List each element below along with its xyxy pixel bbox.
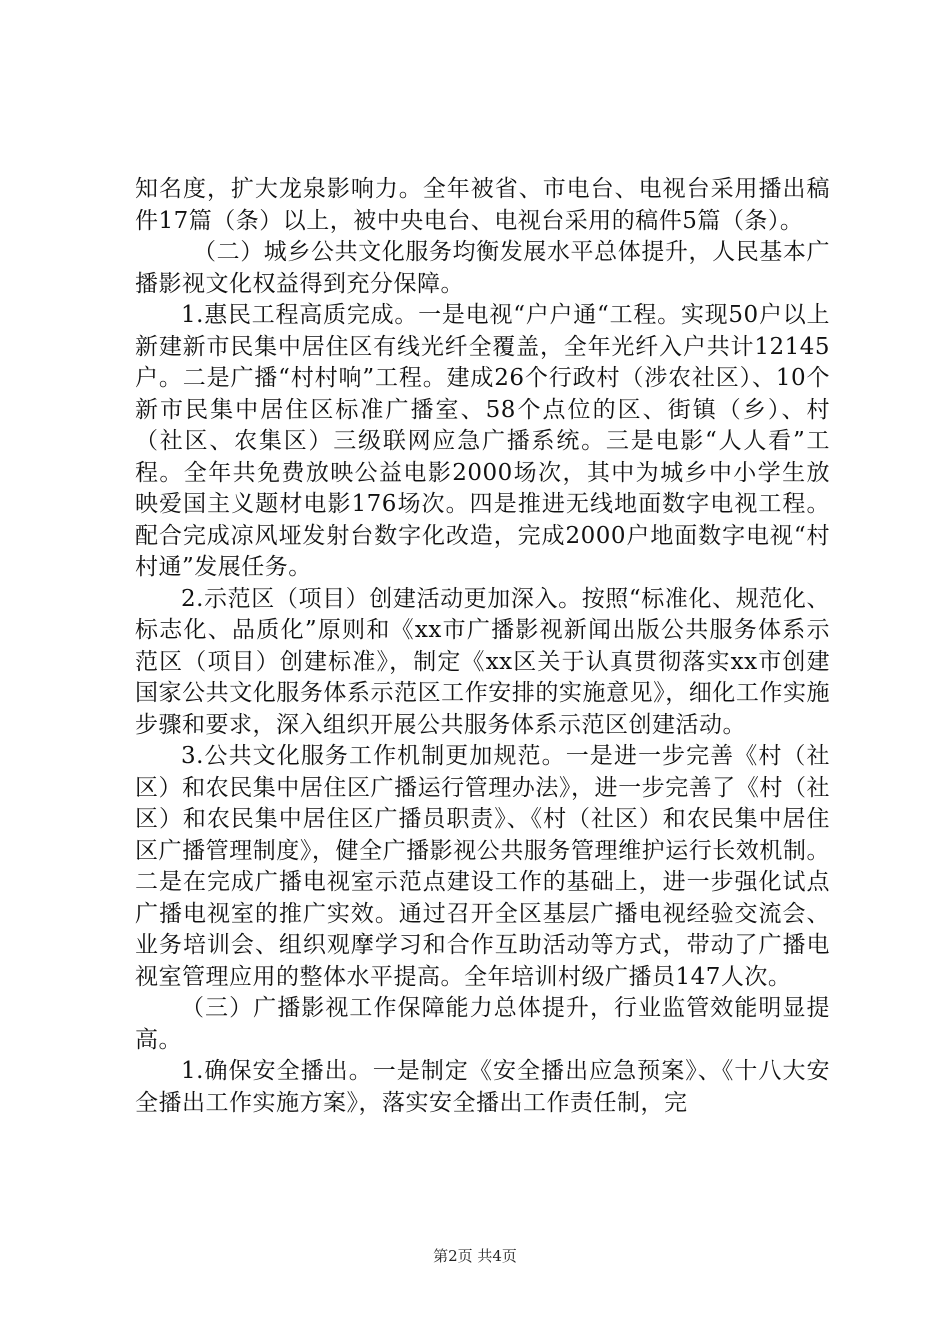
paragraph-item-security: 1.确保安全播出。一是制定《安全播出应急预案》、《十八大安全播出工作实施方案》，落实安全播出工作责任制，完 xyxy=(135,1058,830,1116)
page-footer xyxy=(0,1245,950,1266)
paragraph-item-2: 2.示范区（项目）创建活动更加深入。按照“标准化、规范化、标志化、品质化”原则和《xx市广播影视新闻出版公共服务体系示范区（项目）创建标准》，制定《xx区关于认真贯彻落实xx市创建国家公共文化服务体系示范区工作安排的实施意见》，细化工作实施步骤和要求，深入组织开展公共服务体系示范区创建活动。 xyxy=(135,585,830,738)
section-heading-3: （三）广播影视工作保障能力总体提升，行业监管效能明显提高。 xyxy=(135,995,830,1053)
document-body xyxy=(135,174,830,1119)
section-heading-2: （二）城乡公共文化服务均衡发展水平总体提升，人民基本广播影视文化权益得到充分保障。 xyxy=(135,239,830,297)
paragraph-item-1: 1.惠民工程高质完成。一是电视“户户通“工程。实现50户以上新建新市民集中居住区有线光纤全覆盖，全年光纤入户共计12145户。二是广播“村村响”工程。建成26个行政村（涉农社区）、10个新市民集中居住区标准广播室、58个点位的区、街镇（乡）、村（社区、农集区）三级联网应急广播系统。三是电影“人人看”工程。全年共免费放映公益电影2000场次，其中为城乡中小学生放映爱国主义题材电影176场次。四是推进无线地面数字电视工程。配合完成凉风垭发射台数字化改造，完成2000户地面数字电视“村村通”发展任务。 xyxy=(135,302,830,580)
paragraph-continuation: 知名度，扩大龙泉影响力。全年被省、市电台、电视台采用播出稿件17篇（条）以上，被中央电台、电视台采用的稿件5篇（条）。 xyxy=(135,176,830,234)
paragraph-item-3: 3.公共文化服务工作机制更加规范。一是进一步完善《村（社区）和农民集中居住区广播运行管理办法》，进一步完善了《村（社区）和农民集中居住区广播员职责》、《村（社区）和农民集中居住区广播管理制度》，健全广播影视公共服务管理维护运行长效机制。二是在完成广播电视室示范点建设工作的基础上，进一步强化试点广播电视室的推广实效。通过召开全区基层广播电视经验交流会、业务培训会、组织观摩学习和合作互助活动等方式，带动了广播电视室管理应用的整体水平提高。全年培训村级广播员147人次。 xyxy=(135,743,830,990)
page-number: 第2页 共4页 xyxy=(433,1247,517,1265)
